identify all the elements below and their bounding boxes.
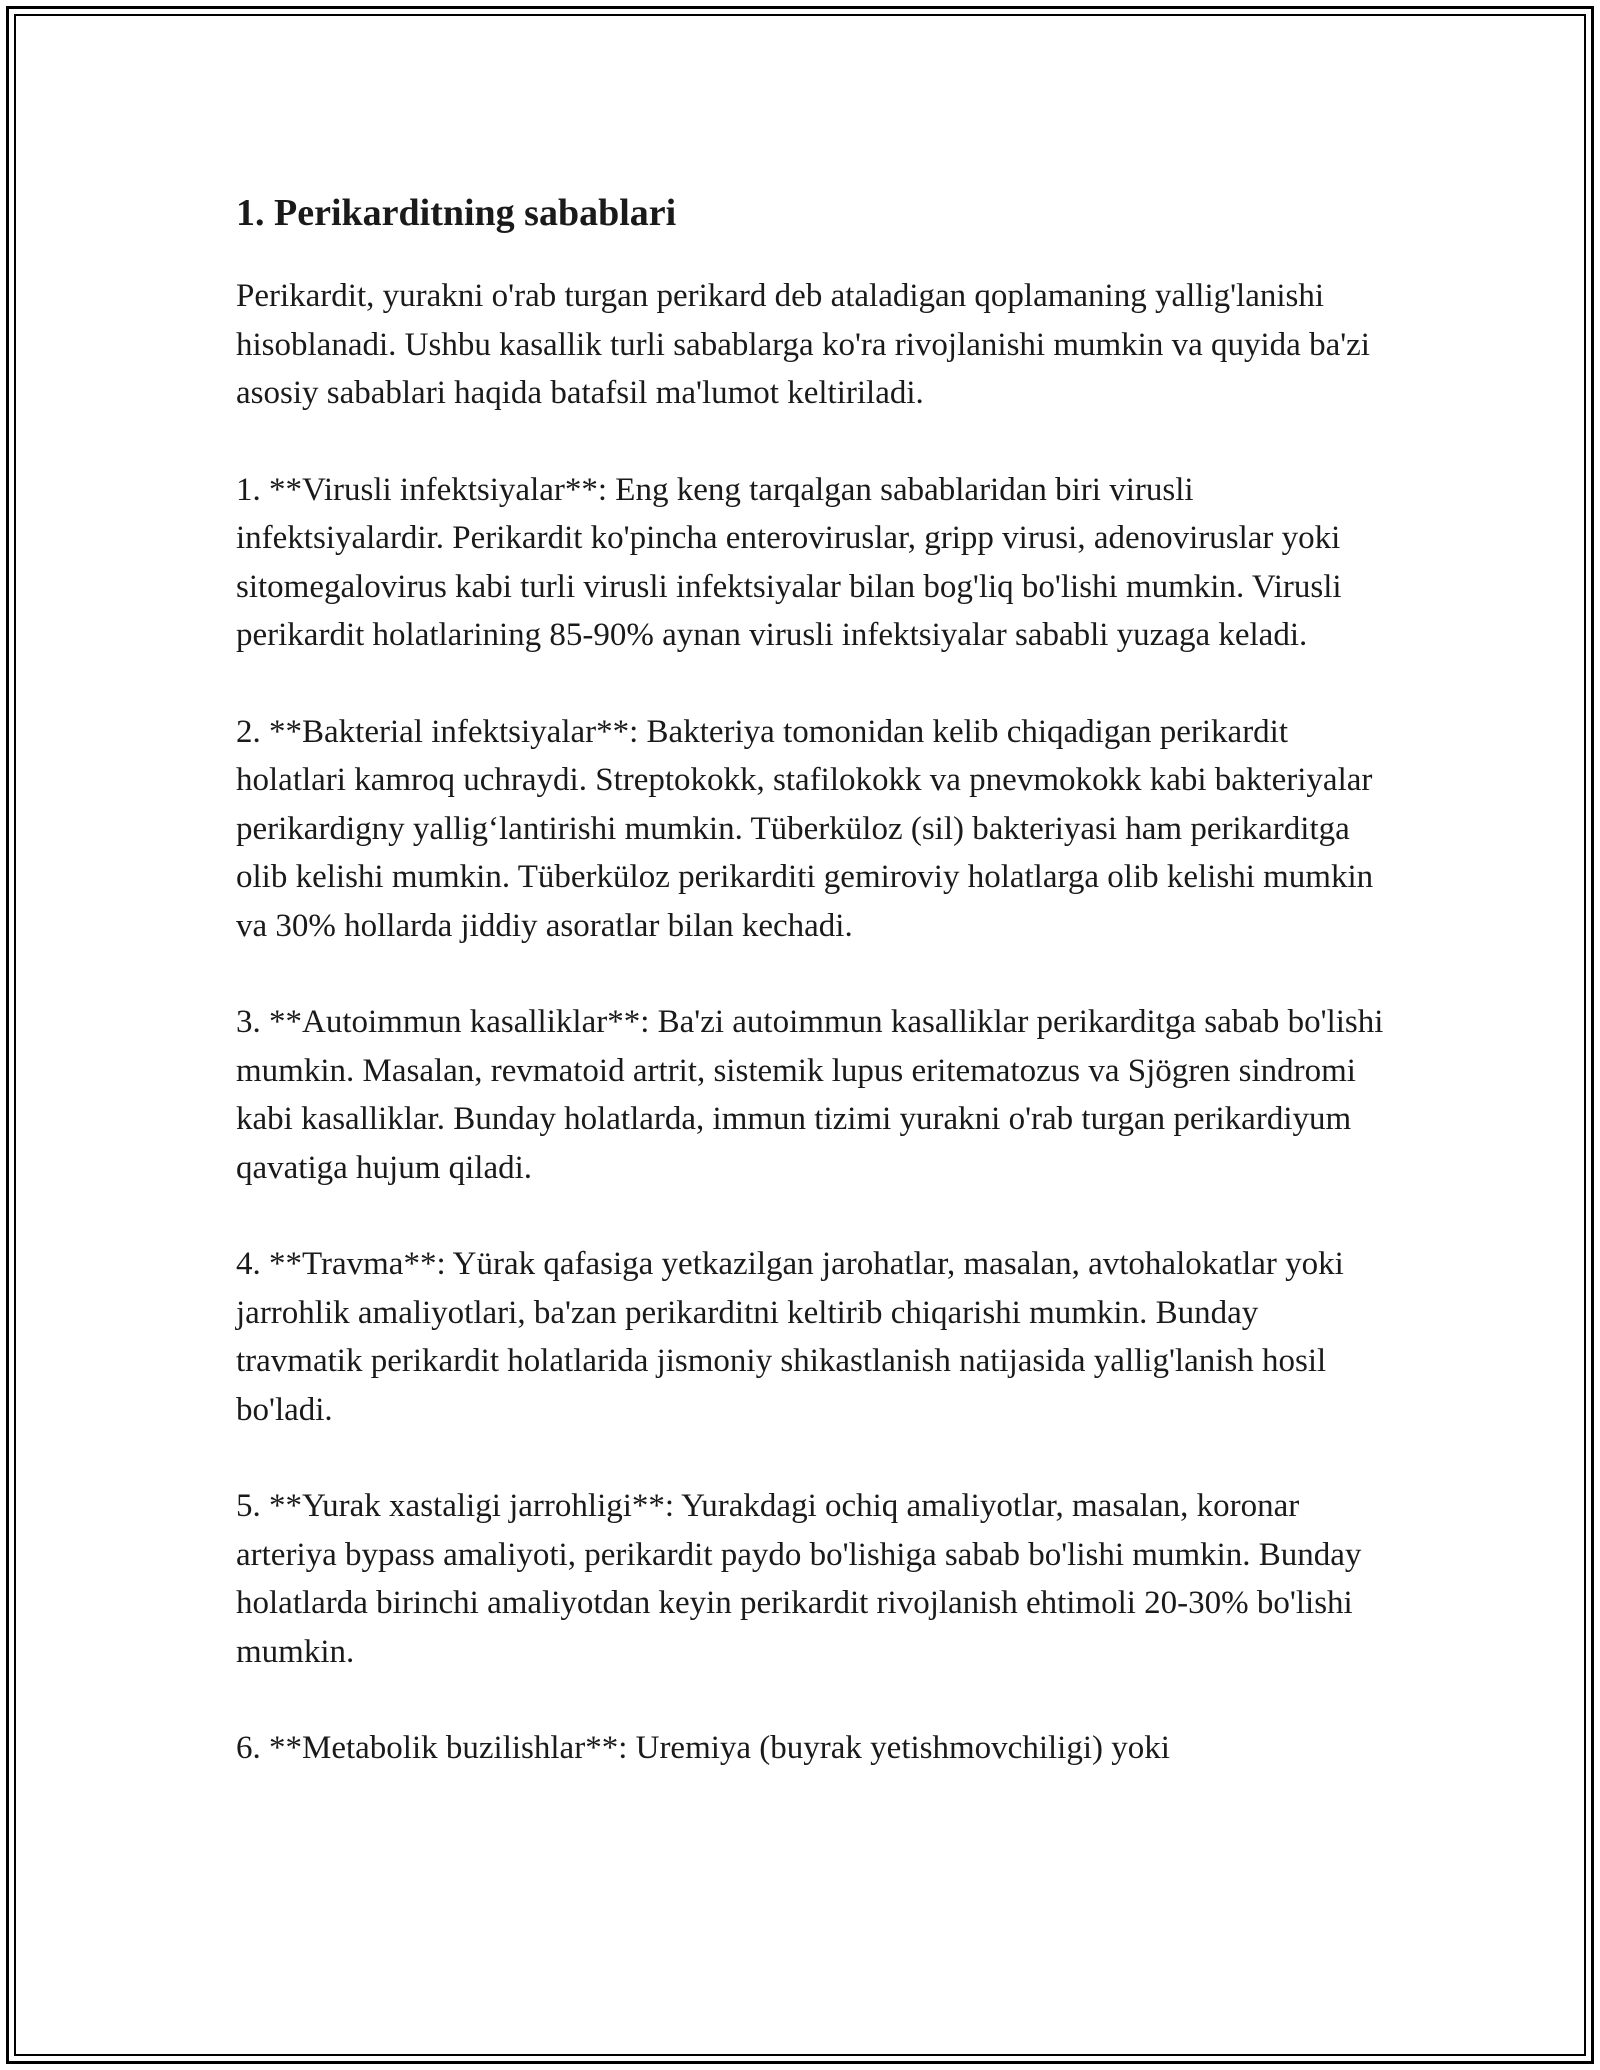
document-body (236, 184, 1386, 1821)
paragraph-heart-surgery: 5. **Yurak xastaligi jarrohligi**: Yurakdagi ochiq amaliyotlar, masalan, koronar arteriya bypass amaliyoti, perikardit paydo bo'lishiga sabab bo'lishi mumkin. Bunday holatlarda birinchi amaliyotdan keyin perikardit rivojlanish ehtimoli 20-30% bo'lishi mumkin. (236, 1488, 1362, 1670)
paragraph-viral-infections: 1. **Virusli infektsiyalar**: Eng keng tarqalgan sabablaridan biri virusli infektsiyalardir. Perikardit ko'pincha enteroviruslar, gripp virusi, adenoviruslar yoki sitomegalovirus kabi turli virusli infektsiyalar bilan bog'liq bo'lishi mumkin. Virusli perikardit holatlarining 85-90% aynan virusli infektsiyalar sababli yuzaga keladi. (236, 471, 1342, 653)
paragraph-metabolic-disorders: 6. **Metabolik buzilishlar**: Uremiya (buyrak yetishmovchiligi) yoki (236, 1730, 1170, 1766)
paragraph-autoimmune-diseases: 3. **Autoimmun kasalliklar**: Ba'zi autoimmun kasalliklar perikarditga sabab bo'lishi mumkin. Masalan, revmatoid artrit, sistemik lupus eritematozus va Sjögren sindromi kabi kasalliklar. Bunday holatlarda, immun tizimi yurakni o'rab turgan perikardiyum qavatiga hujum qiladi. (236, 1004, 1384, 1186)
intro-paragraph: Perikardit, yurakni o'rab turgan perikard deb ataladigan qoplamaning yallig'lanishi hisoblanadi. Ushbu kasallik turli sabablarga ko'ra rivojlanishi mumkin va quyida ba'zi asosiy sabablari haqida batafsil ma'lumot keltiriladi. (236, 278, 1370, 411)
section-heading: 1. Perikarditning sabablari (236, 192, 677, 234)
paragraph-trauma: 4. **Travma**: Yürak qafasiga yetkazilgan jarohatlar, masalan, avtohalokatlar yoki jarrohlik amaliyotlari, ba'zan perikarditni keltirib chiqarishi mumkin. Bunday travmatik perikardit holatlarida jismoniy shikastlanish natijasida yallig'lanish hosil bo'ladi. (236, 1246, 1344, 1428)
paragraph-bacterial-infections: 2. **Bakterial infektsiyalar**: Bakteriya tomonidan kelib chiqadigan perikardit holatlari kamroq uchraydi. Streptokokk, stafilokokk va pnevmokokk kabi bakteriyalar perikardigny yallig‘lantirishi mumkin. Tüberküloz (sil) bakteriyasi ham perikarditga olib kelishi mumkin. Tüberküloz perikarditi gemiroviy holatlarga olib kelishi mumkin va 30% hollarda jiddiy asoratlar bilan kechadi. (236, 713, 1374, 944)
